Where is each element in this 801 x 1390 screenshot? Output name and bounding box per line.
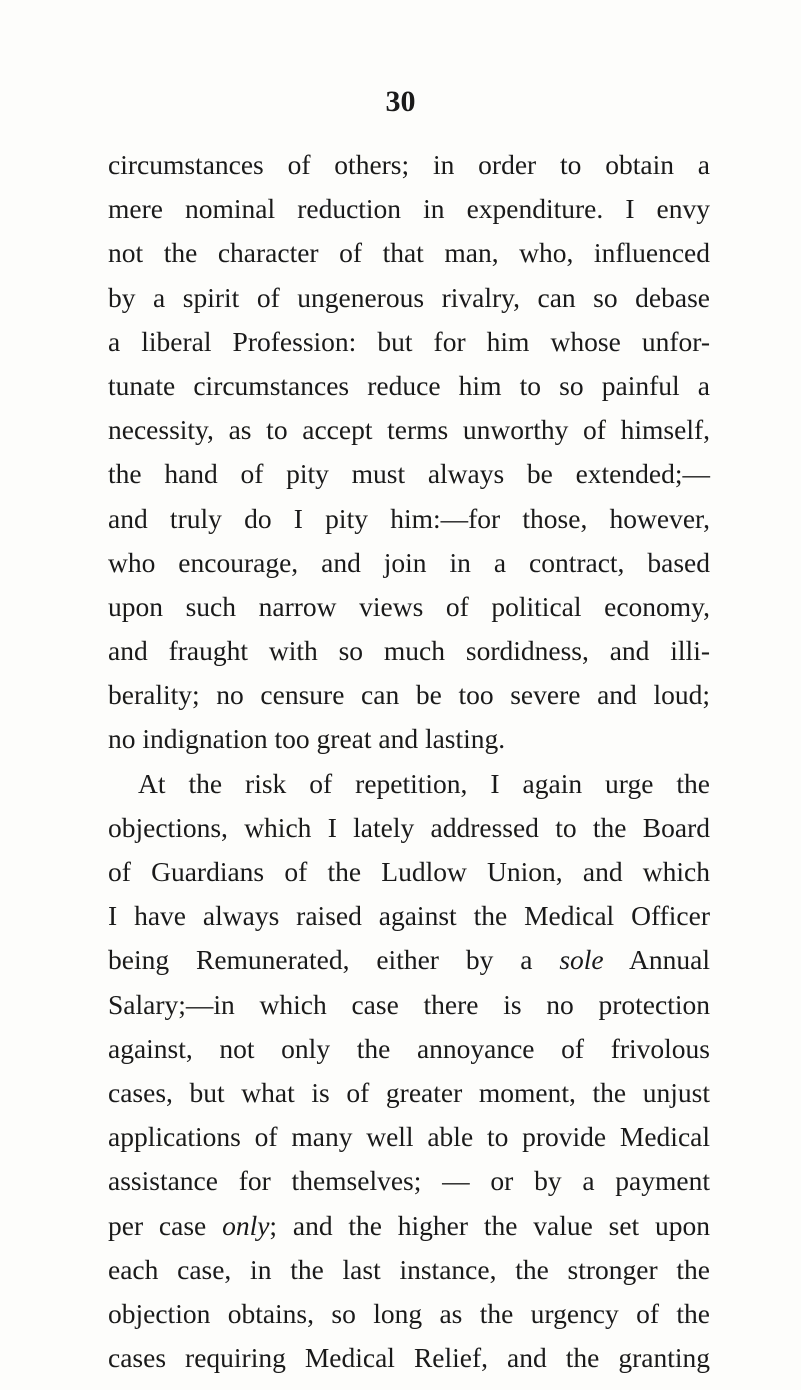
- text-line: [108, 894, 710, 938]
- text-segment: applications of many well able to provide Medical: [108, 1121, 710, 1153]
- text-segment: circumstances of others; in order to obtain a: [108, 149, 710, 180]
- text-line: [108, 231, 710, 275]
- text-segment: of Guardians of the Ludlow Union, and which: [108, 856, 710, 887]
- text-segment: not the character of that man, who, influenced: [108, 237, 710, 269]
- text-line: [108, 320, 710, 364]
- text-line: [108, 497, 710, 541]
- text-segment: and fraught with so much sordidness, and illi-: [108, 635, 710, 667]
- text-line: [108, 850, 710, 894]
- text-line: [108, 983, 710, 1027]
- text-segment: cases, but what is of greater moment, the unjust: [108, 1076, 710, 1108]
- text-line: [108, 1336, 710, 1380]
- text-line: [108, 717, 710, 761]
- page-number: 30: [385, 85, 416, 118]
- text-segment: a liberal Profession: but for him whose unfor-: [108, 325, 710, 357]
- text-line: [108, 673, 710, 717]
- text-segment: assistance for themselves; — or by a payment: [108, 1165, 710, 1197]
- text-segment: objection obtains, so long as the urgency of the: [108, 1297, 710, 1329]
- text-segment: tunate circumstances reduce him to so painful a: [108, 369, 710, 401]
- text-segment: Salary;—in which case there is no protection: [108, 988, 710, 1020]
- text-line: [108, 938, 710, 982]
- text-line: [108, 364, 710, 408]
- text-segment: per case: [108, 1209, 223, 1241]
- text-segment: no indignation too great and lasting.: [108, 723, 506, 755]
- text-segment: objections, which I lately addressed to the Board: [108, 811, 710, 843]
- text-line: [108, 452, 710, 496]
- text-line: [108, 629, 710, 673]
- text-segment: Annual: [603, 944, 710, 976]
- text-segment: upon such narrow views of political economy,: [108, 590, 710, 622]
- text-segment: At the risk of repetition, I again urge the: [138, 767, 710, 799]
- text-segment: by a spirit of ungenerous rivalry, can so debase: [108, 281, 710, 313]
- text-line: [108, 408, 710, 452]
- text-line: [108, 1159, 710, 1203]
- text-segment: berality; no censure can be too severe and loud;: [108, 679, 710, 711]
- text-line: [108, 276, 710, 320]
- text-line: [108, 143, 710, 187]
- text-line: [108, 1027, 710, 1071]
- text-segment: necessity, as to accept terms unworthy of himself,: [108, 414, 710, 446]
- italic-text: only: [222, 1209, 270, 1241]
- text-segment: who encourage, and join in a contract, based: [108, 546, 710, 578]
- italic-text: sole: [559, 944, 604, 976]
- text-segment: the hand of pity must always be extended;—: [108, 458, 710, 490]
- text-segment: against, not only the annoyance of frivolous: [108, 1032, 710, 1064]
- text-line: [108, 762, 710, 806]
- text-line: [108, 1071, 710, 1115]
- text-segment: each case, in the last instance, the stronger the: [108, 1253, 710, 1285]
- text-segment: I have always raised against the Medical Officer: [108, 900, 710, 932]
- text-segment: cases requiring Medical Relief, and the granting: [108, 1342, 710, 1374]
- text-segment: mere nominal reduction in expenditure. I envy: [108, 193, 710, 225]
- text-segment: ; and the higher the value set upon: [269, 1209, 710, 1241]
- text-line: [108, 585, 710, 629]
- text-segment: and truly do I pity him:—for those, however,: [108, 502, 710, 534]
- text-line: [108, 1292, 710, 1336]
- text-line: [108, 806, 710, 850]
- text-line: [108, 187, 710, 231]
- text-line: [108, 1248, 710, 1292]
- text-line: [108, 1204, 710, 1248]
- text-line: [108, 541, 710, 585]
- text-segment: being Remunerated, either by a: [108, 944, 560, 976]
- text-line: [108, 1115, 710, 1159]
- body-text: [108, 143, 710, 1380]
